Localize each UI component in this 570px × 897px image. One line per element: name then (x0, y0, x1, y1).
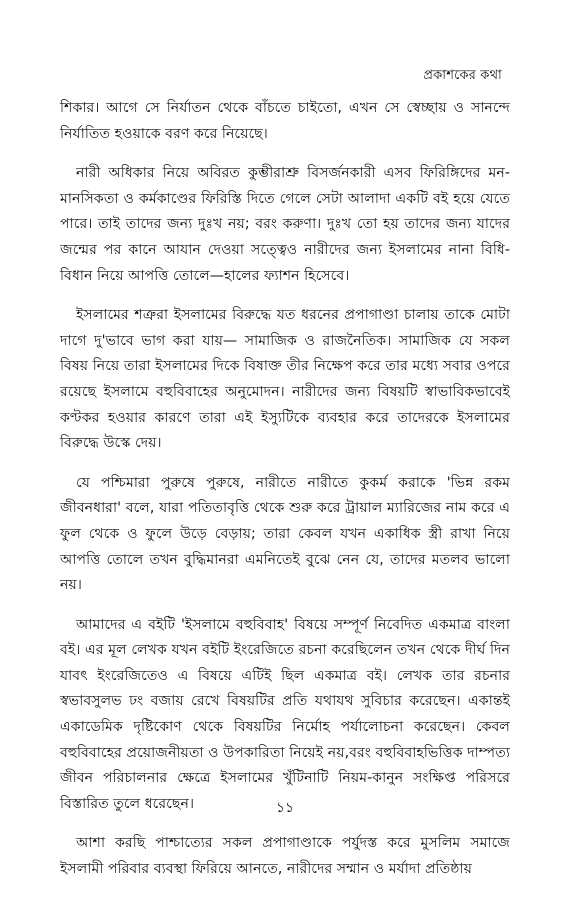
paragraph: নারী অধিকার নিয়ে অবিরত কুম্ভীরাশ্রু বিসর্জনকারী এসব ফিরিঙ্গিদের মন-মানসিকতা ও কর্মকাণ্ডের ফিরিস্তি দিতে গেলে সেটা আলাদা একটি বই হয়ে যেতে পারে। তাই তাদের জন্য দুঃখ নয়; বরং করুণা। দুঃখ তো হয় তাদের জন্য যাদের জন্মের পর কানে আযান দেওয়া সত্ত্বেও নারীদের জন্য ইসলামের নানা বিধি-বিধান নিয়ে আপত্তি তোলে—হালের ফ্যাশন হিসেবে। (60, 165, 510, 284)
paragraph: আমাদের এ বইটি 'ইসলামে বহুবিবাহ' বিষয়ে সম্পূর্ণ নিবেদিত একমাত্র বাংলা বই। এর মূল লেখক যখন বইটি ইংরেজিতে রচনা করেছিলেন তখন থেকে দীর্ঘ দিন যাবৎ ইংরেজিতেও এ বিষয়ে এটিই ছিল একমাত্র বই। লেখক তার রচনার স্বভাবসুলভ ঢং বজায় রেখে বিষয়টির প্রতি যথাযথ সুবিচার করেছেন। একান্তই একাডেমিক দৃষ্টিকোণ থেকে বিষয়টির নির্মোহ পর্যালোচনা করেছেন। কেবল বহুবিবাহের প্রয়োজনীয়তা ও উপকারিতা নিয়েই নয়,বরং বহুবিবাহভিত্তিক দাম্পত্য জীবন পরিচালনার ক্ষেত্রে ইসলামের খুঁটিনাটি নিয়ম-কানুন সংক্ষিপ্ত পরিসরে বিস্তারিত তুলে ধরেছেন। (60, 616, 510, 812)
paragraph: যে পশ্চিমারা পুরুষে পুরুষে, নারীতে নারীতে কুকর্ম করাকে 'ভিন্ন রকম জীবনধারা' বলে, যারা পতিতাবৃত্তি থেকে শুরু করে ট্রায়াল ম্যারিজের নাম করে এ ফুল থেকে ও ফুলে উড়ে বেড়ায়; তারা কেবল যখন একাধিক স্ত্রী রাখা নিয়ে আপত্তি তোলে তখন বুদ্ধিমানরা এমনিতেই বুঝে নেন যে, তাদের মতলব ভালো নয়। (60, 474, 510, 594)
body-text (60, 96, 510, 897)
paragraph-continuation: শিকার। আগে সে নির্যাতন থেকে বাঁচতে চাইতো, এখন সে স্বেচ্ছায় ও সানন্দে নির্যাতিত হওয়াকে বরণ করে নিয়েছে। (60, 100, 510, 142)
paragraph: আশা করছি পাশ্চাত্যের সকল প্রপাগাণ্ডাকে পর্যুদস্ত করে মুসলিম সমাজে ইসলামী পরিবার ব্যবস্থা ফিরিয়ে আনতে, নারীদের সম্মান ও মর্যাদা প্রতিষ্ঠায় (60, 835, 510, 878)
running-header: প্রকাশকের কথা (423, 68, 502, 83)
page-number: ১১ (275, 800, 295, 816)
paragraph: ইসলামের শত্রুরা ইসলামের বিরুদ্ধে যত ধরনের প্রপাগাণ্ডা চালায় তাকে মোটা দাগে দু'ভাবে ভাগ করা যায়— সামাজিক ও রাজনৈতিক। সামাজিক যে সকল বিষয় নিয়ে তারা ইসলামের দিকে বিষাক্ত তীর নিক্ষেপ করে তার মধ্যে সবার ওপরে রয়েছে ইসলামে বহুবিবাহের অনুমোদন। নারীদের জন্য বিষয়টি স্বাভাবিকভাবেই কণ্টকর হওয়ার কারণে তারা এই ইস্যুটিকে ব্যবহার করে তাদেরকে ইসলামের বিরুদ্ধে উস্কে দেয়। (60, 307, 510, 452)
